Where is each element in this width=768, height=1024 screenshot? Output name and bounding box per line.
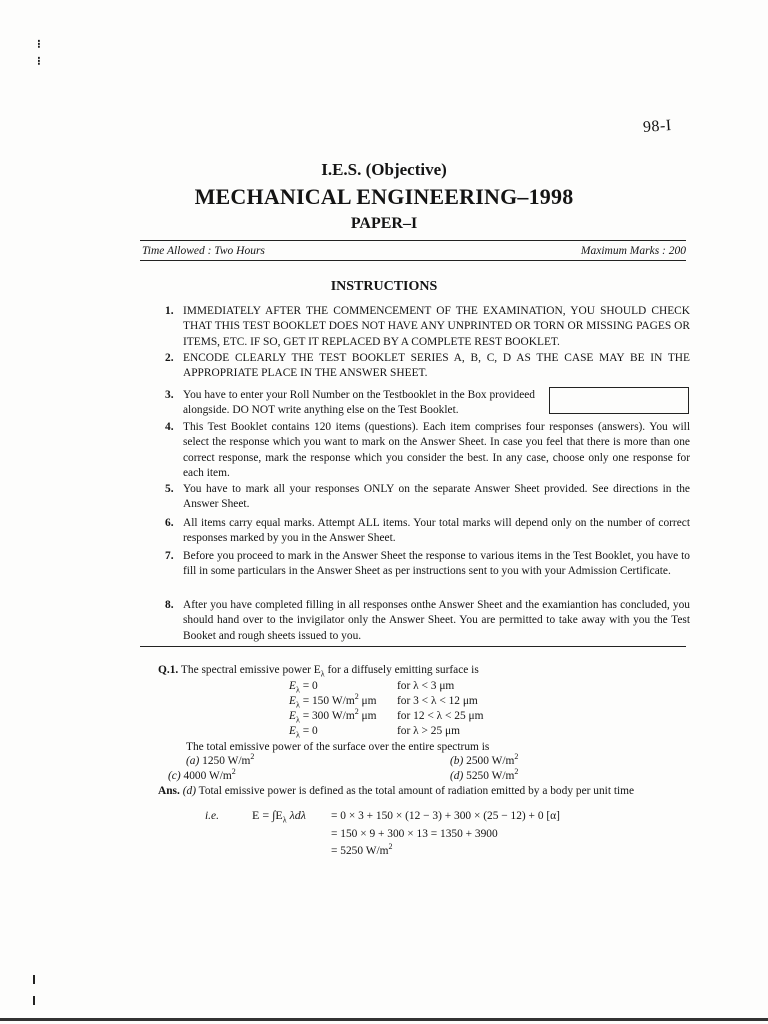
- divider: [140, 646, 686, 647]
- roll-number-box[interactable]: [549, 387, 689, 414]
- instruction-item: 3. You have to enter your Roll Number on the Testbooklet in the Box provideed alongside. DO NOT write anything else on the Test Booklet.: [165, 389, 535, 417]
- answer-explanation: Total emissive power is defined as the total amount of radiation emitted by a body per unit time: [198, 785, 635, 797]
- margin-mark: ⁝: [37, 54, 41, 68]
- condition-rhs: for λ < 3 μm: [397, 680, 455, 692]
- exam-meta: [142, 245, 686, 257]
- paper-label: PAPER–I: [350, 215, 418, 232]
- equation-result: = 5250 $W/m^2$: [331, 842, 393, 857]
- answer-label: Ans.: [158, 785, 180, 797]
- instruction-item: 5. You have to mark all your responses ONLY on the separate Answer Sheet provided. See directions in the Answer Sheet.: [165, 483, 690, 511]
- exam-series: I.E.S. (Objective): [321, 160, 447, 179]
- time-allowed: Time Allowed : Two Hours: [142, 245, 265, 257]
- instruction-item: 6. All items carry equal marks. Attempt ALL items. Your total marks will depend only on the number of correct responses marked by you in the Answer Sheet.: [165, 517, 690, 545]
- instruction-item: 8. After you have completed filling in all responses onthe Answer Sheet and the examiantion has concluded, you should hand over to the invigilator only the Answer Sheet. You are permitted to take away with you the Test Booket and rough sheets issued to you.: [165, 599, 690, 642]
- answer-choice: (d): [182, 785, 196, 797]
- answer-line: [158, 785, 634, 797]
- condition-rhs: for λ > 25 μm: [397, 725, 460, 737]
- option-b: (b) 2500 $W/m^2$: [450, 752, 519, 767]
- condition-rhs: for 12 < λ < 25 μm: [397, 710, 484, 722]
- condition-lhs: $E_\lambda = 150$ $W/m^2$ μm: [289, 692, 377, 710]
- instruction-item: 2. ENCODE CLEARLY THE TEST BOOKLET SERIES A, B, C, D AS THE CASE MAY BE IN THE APPROPRIATE PLACE IN THE ANSWER SHEET.: [165, 352, 690, 380]
- scan-edge: [0, 1018, 768, 1021]
- condition-lhs: $E_\lambda = 0$: [289, 725, 318, 740]
- condition-rhs: for 3 < λ < 12 μm: [397, 695, 478, 707]
- option-a: (a) 1250 $W/m^2$: [186, 752, 255, 767]
- page-title: MECHANICAL ENGINEERING–1998: [194, 184, 574, 209]
- equation-step-1: = 0 × 3 + 150 × (12 − 3) + 300 × (25 − 12) + 0 [α]: [331, 810, 560, 822]
- condition-lhs: $E_\lambda = 0$: [289, 680, 318, 695]
- question-stem: Q.1. The spectral emissive power $E_\lambda$ for a diffusely emitting surface is: [158, 664, 479, 679]
- instruction-item: 7. Before you proceed to mark in the Answer Sheet the response to various items in the Test Booklet, you have to fill in some particulars in the Answer Sheet as per instructions sent to you with your Admission Certificate.: [165, 550, 690, 578]
- option-c: (c) 4000 $W/m^2$: [168, 767, 236, 782]
- instruction-item: 1. IMMEDIATELY AFTER THE COMMENCEMENT OF THE EXAMINATION, YOU SHOULD CHECK THAT THIS TEST BOOKLET DOES NOT HAVE ANY UNPRINTED OR TORN OR MISSING PAGES OR ITEMS, ETC. IF SO, GET IT REPLACED BY A COMPLETE REST BOOKLET.: [165, 305, 690, 348]
- scan-mark: [33, 996, 35, 1005]
- margin-mark: ⁝: [37, 37, 41, 51]
- question-prompt: The total emissive power of the surface over the entire spectrum is: [186, 741, 490, 753]
- scan-mark: [33, 975, 35, 984]
- option-d: (d) 5250 $W/m^2$: [450, 767, 519, 782]
- instructions-heading: INSTRUCTIONS: [330, 279, 438, 294]
- condition-lhs: $E_\lambda = 300$ $W/m^2$ μm: [289, 707, 377, 725]
- instruction-item: 4. This Test Booklet contains 120 items (questions). Each item comprises four responses (answers). You will select the response which you want to mark on the Answer Sheet. In case you feel that there is more than one correct response, mark the response which you consider the best. In any case, choose only one response for each item.: [165, 421, 690, 480]
- page-code: 98-I: [642, 117, 673, 136]
- ie-label: i.e.: [205, 810, 219, 822]
- equation-integral: $E = \int E_\lambda$ λdλ: [252, 808, 307, 825]
- maximum-marks: Maximum Marks : 200: [580, 245, 686, 257]
- question-number: Q.1.: [158, 664, 179, 676]
- divider: [140, 260, 686, 261]
- equation-step-2: = 150 × 9 + 300 × 13 = 1350 + 3900: [331, 828, 498, 840]
- divider: [140, 240, 686, 241]
